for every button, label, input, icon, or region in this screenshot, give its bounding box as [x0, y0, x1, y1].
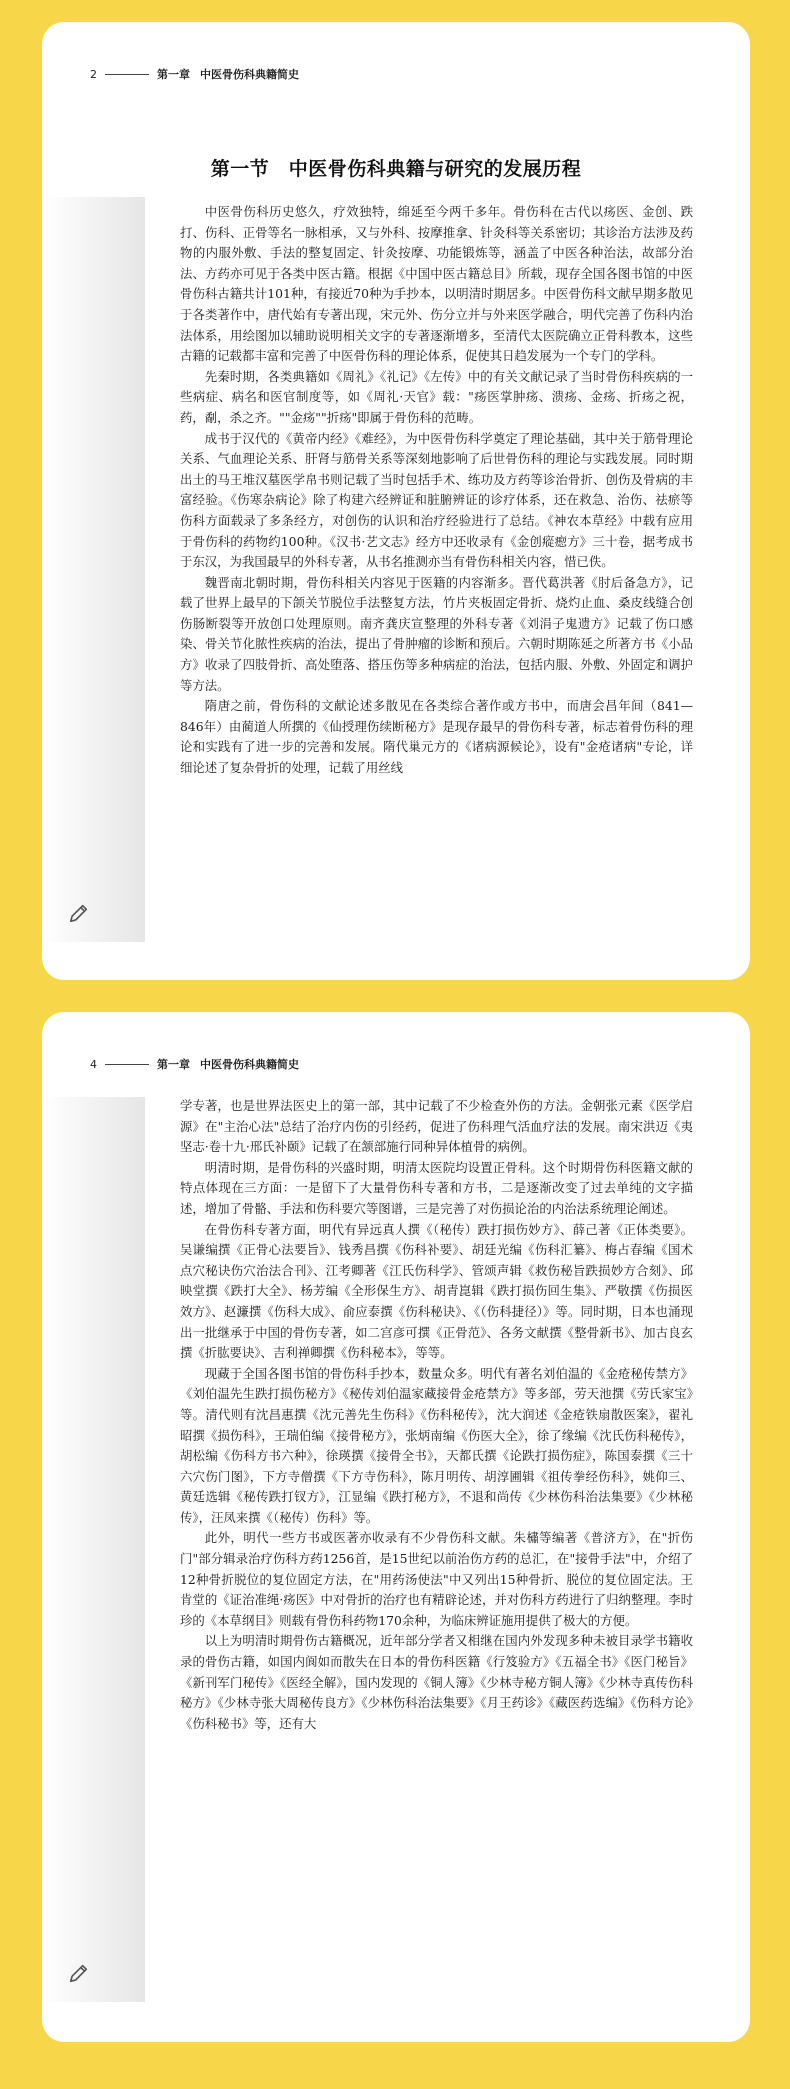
pencil-icon: [68, 902, 90, 924]
paragraph: 成书于汉代的《黄帝内经》《难经》，为中医骨伤科学奠定了理论基础，其中关于筋骨理论关系、气血理论关系、肝肾与筋骨关系等深刻地影响了后世骨伤科的理论与实践发展。同时期出土的马王堆汉墓医学帛书则记载了当时包括手术、练功及方药等诊治骨折、创伤及骨病的丰富经验。《伤寒杂病论》除了构建六经辨证和脏腑辨证的诊疗体系，还在救急、治伤、祛瘀等伤科方面载录了多条经方，对创伤的认识和治疗经验进行了总结。《神农本草经》中载有应用于骨伤科的药物约100种。《汉书·艺文志》经方中还收录有《金创瘲瘛方》三十卷，据考成书于东汉，为我国最早的外科专著，从书名推测亦当有骨伤科相关内容，惜已佚。: [180, 430, 693, 570]
paragraph: 隋唐之前，骨伤科的文献论述多散见在各类综合著作或方书中，而唐会昌年间（841—846年）由蔺道人所撰的《仙授理伤续断秘方》是现存最早的骨伤科专著，标志着骨伤科的理论和实践有了进一步的完善和发展。隋代巢元方的《诸病源候论》，设有"金疮诸病"专论，详细论述了复杂骨折的处理，记载了用丝线: [180, 698, 693, 776]
pencil-icon: [68, 1962, 90, 1984]
section-title: 第一节 中医骨伤科典籍与研究的发展历程: [210, 158, 582, 180]
paragraph: 先秦时期，各类典籍如《周礼》《礼记》《左传》中的有关文献记录了当时骨伤科疾病的一些病症、病名和医官制度等，如《周礼·天官》载："疡医掌肿疡、溃疡、金疡、折疡之祝，药，劀，杀之齐。""金疡""折疡"即属于骨伤科的范畴。: [180, 368, 693, 425]
paragraph: 现藏于全国各图书馆的骨伤科手抄本，数量众多。明代有著名刘伯温的《金疮秘传禁方》《刘伯温先生跌打损伤秘方》《秘传刘伯温家藏接骨金疮禁方》等多部，劳天池撰《劳氏家宝》等。清代则有沈昌惠撰《沈元善先生伤科》《伤科秘传》，沈大润述《金疮铁扇散医案》，翟礼昭撰《损伤科》，王瑞伯编《接骨秘方》，张炳南编《伤医大全》，徐了缘编《沈氏伤科秘传》，胡松编《伤科方书六种》，徐瑛撰《接骨全书》，天都氏撰《论跌打损伤症》，陈国泰撰《三十六穴伤门图》，下方寺僧撰《下方寺伤科》，陈月明传、胡淳圃辑《祖传拳经伤科》，姚仰三、黄廷选辑《秘传跌打钗方》，江显编《跌打秘方》，不退和尚传《少林伤科治法集要》《少林秘传》，汪凤来撰《（秘传）伤科》等。: [180, 1365, 693, 1525]
header-rule: [105, 74, 149, 75]
page-number: 4: [90, 1057, 97, 1071]
page-number: 2: [90, 67, 97, 81]
body-text: [180, 1096, 693, 1734]
chapter-title: 中医骨伤科典籍简史: [200, 68, 299, 81]
margin-strip: [42, 197, 145, 942]
chapter-label: 第一章: [157, 68, 190, 81]
paragraph-continued: 学专著，也是世界法医史上的第一部，其中记载了不少检查外伤的方法。金朝张元素《医学启源》在"主治心法"总结了治疗内伤的引经药，促进了伤科理气活血疗法的发展。南宋洪迈《夷坚志·卷十九·邢氏补颐》记载了在颔部施行同种异体植骨的病例。: [180, 1098, 693, 1155]
chapter-label: 第一章: [157, 1058, 190, 1071]
paragraph: 中医骨伤科历史悠久，疗效独特，绵延至今两千多年。骨伤科在古代以疡医、金创、跌打、伤科、正骨等名一脉相承，又与外科、按摩推拿、针灸科等关系密切；其诊治方法涉及药物的内服外敷、手法的整复固定、针灸按摩、功能锻炼等，涵盖了中医各种治法，故部分治法、方药亦可见于各类中医古籍。根据《中国中医古籍总目》所载，现存全国各图书馆的中医骨伤科古籍共计101种，有接近70种为手抄本，以明清时期居多。中医骨伤科文献早期多散见于各类著作中，唐代始有专著出现，宋元外、伤分立并与外来医学融合，明代完善了伤科内治法体系，用绘图加以辅助说明相关文字的专著逐渐增多，至清代太医院确立正骨科教本，这些古籍的记载都丰富和完善了中医骨伤科的理论体系，促使其日趋发展为一个专门的学科。: [180, 204, 693, 364]
paragraph: 以上为明清时期骨伤古籍概况，近年部分学者又相继在国内外发现多种未被目录学书籍收录的骨伤古籍，如国内阆如而散失在日本的骨伤科医籍《行笈验方》《五福全书》《医门秘旨》《新刊军门秘传》《医经全解》，国内发现的《铜人簿》《少林寺秘方铜人簿》《少林寺真传伤科秘方》《少林寺张大周秘传良方》《少林伤科治法集要》《月王药诊》《藏医药选编》《伤科方论》《伤科秘书》等，还有大: [180, 1633, 693, 1731]
running-header: [90, 66, 299, 82]
paragraph: 在骨伤科专著方面，明代有异远真人撰《（秘传）跌打损伤妙方》、薛己著《正体类要》。吴谦编撰《正骨心法要旨》、钱秀昌撰《伤科补要》、胡廷光编《伤科汇纂》、梅占春编《国术点穴秘诀伤穴治法合刊》、江考卿著《江氏伤科学》、管颂声辑《救伤秘旨跌损妙方合刻》、邱映堂撰《跌打大全》、杨芳编《全形保生方》、胡青崑辑《跌打损伤回生集》、严敬撰《伤损医效方》、赵濂撰《伤科大成》、俞应泰撰《伤科秘诀》、《（伤科捷径）》等。同时期，日本也涌现出一批继承于中国的骨伤专著，如二宫彦可撰《正骨范》、各务文献撰《整骨新书》、加古良玄撰《折肱要诀》、吉利禅卿撰《伤科秘本》，等等。: [180, 1221, 693, 1361]
header-rule: [105, 1064, 149, 1065]
margin-strip: [42, 1097, 145, 2002]
book-page-1: [42, 22, 750, 980]
body-text: [180, 202, 693, 779]
running-header: [90, 1056, 299, 1072]
paragraph: 明清时期，是骨伤科的兴盛时期，明清太医院均设置正骨科。这个时期骨伤科医籍文献的特点体现在三方面：一是留下了大量骨伤科专著和方书，二是逐渐改变了过去单纯的文字描述，增加了骨骼、手法和伤科要穴等图谱，三是完善了对伤损论治的内治法系统理论阐述。: [180, 1159, 693, 1216]
chapter-title: 中医骨伤科典籍简史: [200, 1058, 299, 1071]
book-page-2: [42, 1012, 750, 2042]
paragraph: 魏晋南北朝时期，骨伤科相关内容见于医籍的内容渐多。晋代葛洪著《肘后备急方》，记载了世界上最早的下颌关节脱位手法整复方法，竹片夹板固定骨折、烧灼止血、桑皮线缝合创伤肠断裂等开放创口处理原则。南齐龚庆宣整理的外科专著《刘涓子鬼遗方》记载了伤口感染、骨关节化脓性疾病的治法，提出了骨肿瘤的诊断和预后。六朝时期陈延之所著方书《小品方》收录了四肢骨折、高处堕落、搭压伤等多种病症的治法，包括内服、外敷、外固定和调护等方法。: [180, 574, 693, 693]
paragraph: 此外，明代一些方书或医著亦收录有不少骨伤科文献。朱橚等编著《普济方》，在"折伤门"部分辑录治疗伤科方药1256首，是15世纪以前治伤方药的总汇，在"接骨手法"中，介绍了12种骨折脱位的复位固定方法，在"用药汤使法"中又列出15种骨折、脱位的复位固定法。王肯堂的《证治准绳·疡医》中对骨折的治疗也有精辟论述，并对伤科方药进行了归纳整理。李时珍的《本草纲目》则载有骨伤科药物170余种，为临床辨证施用提供了极大的方便。: [180, 1530, 693, 1628]
